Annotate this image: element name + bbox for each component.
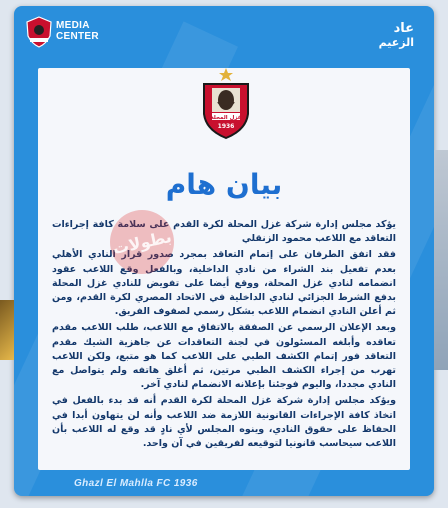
top-bar [14,6,434,66]
club-logo [198,68,254,140]
media-center-label: MEDIA CENTER [56,20,99,42]
club-crest-icon [26,16,52,48]
statement-body [52,218,396,453]
statement-paragraph-2: فقد اتفق الطرفان على إتمام التعاقد بمجرد صدور قرار النادي الأهلي بعدم تفعيل بند الشراء من نادي الداخلية، وبالفعل وقع اللاعب عقود انضمامه لنادي غزل المحلة، ووقع أيضا على تفويض للنادي غزل المحلة بدفع الشرط الجزائي لنادي الداخلية في الاتحاد المصري لكرة القدم، ومن ثم أعلن النادي انضمام اللاعب بشكل رسمي لصفوف الفريق. [52,249,396,318]
statement-paragraph-4: ويؤكد مجلس إدارة شركة غزل المحلة لكرة القدم أنه قد بدء بالفعل في اتخاذ كافة الإجراءات القانونية اللازمة ضد اللاعب وأنه لن يتهاون أبدا في الحفاظ على حقوق النادي، وينوه المجلس لأي نادٍ قد وقع له اللاعب بأن اللاعب سيحاسب قانونيا لتوقيعه لفريقين في آن واحد. [52,395,396,450]
svg-text:1936: 1936 [217,123,235,130]
statement-paragraph-1: يؤكد مجلس إدارة شركة غزل المحلة لكرة القدم على سلامة كافة إجراءات التعاقد مع اللاعب محمود الزنقلي [52,219,396,245]
statement-card [14,6,434,496]
svg-text:غزل المحلة: غزل المحلة [210,115,242,121]
side-decoration-left [0,300,14,360]
statement-paragraph-3: وبعد الإعلان الرسمي عن الصفقة بالاتفاق مع اللاعب، طلب اللاعب مقدم تعاقده وأبلغه المسئولون في لجنة التعاقدات عن جاهزية الشيك مقدم التعاقد فور إتمام الكشف الطبي على اللاعب كما هو متبع، ولكن اللاعب تهرب من إجراء الكشف الطبي مرتين، ثم أغلق هاتفه ولم يتواصل مع النادي مجددا، واليوم فوجئنا بإعلانه الانضمام لنادي آخر. [52,322,396,391]
watermark-stamp: بطولات [104,204,180,280]
statement-sheet [38,68,410,470]
side-decoration-right [434,150,448,370]
brand-logo-text: عاد الزعيم [378,21,414,49]
statement-title: بيان هام [165,168,283,201]
footer-tagline: Ghazl El Mahlla FC 1936 [74,478,198,489]
